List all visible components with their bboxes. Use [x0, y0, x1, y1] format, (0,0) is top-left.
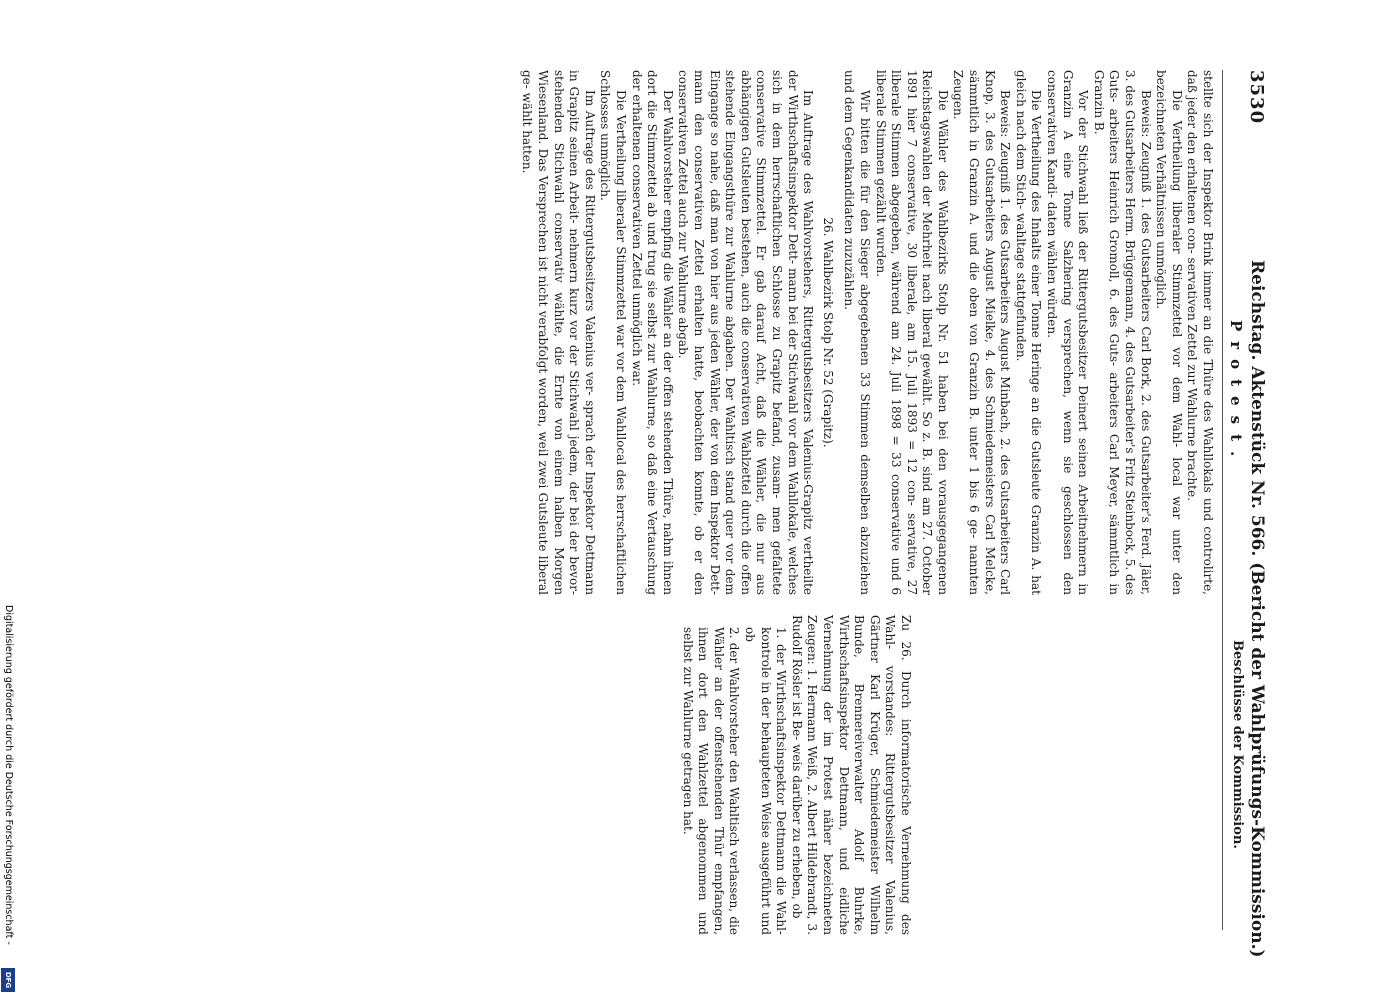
list-item: 2. der Wahlvorsteher den Wahltisch verlassen, die Wähler an der offenstehenden Thür empfangen, ihnen dort den Wahlzettel abgenommen und selbst zur Wahlurne getragen hat. — [680, 627, 742, 935]
dfg-logo-text: DFG — [4, 971, 12, 989]
running-title: Reichstag. Aktenstück Nr. 566. (Bericht der Wahlprüfungs-Kommission.) — [1247, 260, 1267, 958]
protest-column — [519, 70, 1215, 595]
section-heading: 26. Wahlbezirk Stolp Nr. 52 (Grapitz). — [820, 217, 835, 448]
resolutions-column — [679, 615, 913, 935]
page-number: 3530 — [1246, 70, 1267, 125]
paragraph: Die Vertheilung liberaler Stimmzettel war vor dem Wahllocal des herrschaftlichen Schlosses unmöglich. — [598, 70, 629, 595]
list-item: 1. der Wirthschaftsinspektor Dettmann die Wahl- kontrole in der behaupteten Weise ausgeführt und ob — [743, 627, 789, 935]
paragraph: Die Vertheilung liberaler Stimmzettel vor dem Wahl- local war unter den bezeichneten Verhältnissen unmöglich. — [1154, 70, 1184, 595]
paragraph: Beweis: Zeugniß 1. des Gutsarbeiters August Minbach, 2. des Gutsarbeiters Carl Knop, 3. des Gutsarbeiters August Mielke, 4. des Schmiedemeisters Carl Melcke, sämmtlich in Granzin A. und die oben von Granzin B. unter 1 bis 6 ge- nannten Zeugen. — [951, 70, 1013, 595]
evidence-list — [679, 615, 788, 935]
protest-heading: Protest. — [1227, 320, 1245, 467]
paragraph: Vor der Stichwahl ließ der Rittergutsbesitzer Deinert seinen Arbeitnehmern in Granzin A eine Tonne Salzhering versprechen, wenn sie geschlossen den conservativen Kandi- daten wählen würden. — [1045, 70, 1091, 595]
credit-text: Digitalisierung gefördert durch die Deutsche Forschungsgemeinschaft - — [3, 605, 14, 945]
resolutions-heading: Beschlüsse der Kommission. — [1230, 640, 1245, 849]
header-rule — [1222, 70, 1223, 930]
digitization-credit — [1, 605, 17, 990]
paragraph: stellte sich der Inspektor Brink immer an die Thüre des Wahllokals und controlirte, daß jeder den erhaltenen con- servativen Zettel zur Wahlurne brachte. — [1185, 70, 1215, 595]
paragraph: Zu 26. Durch informatorische Vernehmung des Wahl- vorstandes: Rittergutsbesitzer Valenius, Gärtner Karl Krüger, Schmiedemeister Wilhelm Bunde, Brennereiverwalter Adolf Buhrke, Wirthschaftsinspektor Dettmann, und eidliche Vernehmung der im Protest näher bezeichneten Zeugen: 1. Hermann Weiß, 2. Albert Hildebrandt, 3. Rudolf Rösler ist Be- weis darüber zu erheben, ob — [789, 615, 913, 935]
paragraph: Im Auftrage des Wahlvorstehers, Rittergutsbesitzers Valenius-Grapitz vertheilte der Wirthschaftsinspektor Dett- mann bei der Stichwahl vor dem Wahllokale, welches sich in dem herrschaftlichen Schlosse zu Grapitz befand, zusam- men gefaltete conservative Stimmzettel. Er gab darauf Acht, daß die Wähler, die nur aus abhängigen Gutsleuten bestehen, auch die conservativen Wahlzettel durch die offen stehende Eingangsthüre zur Wahlurne abgaben. Der Wahltisch stand quer vor dem Eingange so nahe, daß man von hier aus jeden Wähler, der von dem Inspektor Dett- mann den conservativen Zettel erhalten hatte, beobachten konnte, ob er den conservativen Zettel auch zur Wahlurne abgab. — [676, 70, 816, 595]
paragraph: Die Vertheilung des Inhalts einer Tonne Heringe an die Gutsleute Granzin A. hat gleich nach dem Stich- wahltage stattgefunden. — [1013, 70, 1044, 595]
paragraph: Im Auftrage des Rittergutsbesitzers Valenius ver- sprach der Inspektor Dettmann in Grapitz seinen Arbeit- nehmern kurz vor der Stichwahl jedem, der bei der bevor- stehenden Stichwahl conservativ wählte, die Ernte von einem halben Morgen Wiesenland. Das Versprechen ist nicht verabfolgt worden, weil zwei Gutsleute liberal ge- wählt hatten. — [520, 70, 597, 595]
dfg-logo — [1, 968, 15, 992]
paragraph: Die Wähler des Wahlbezirks Stolp Nr. 51 haben bei den vorausgegangenen Reichstagswahlen der Mehrheit nach liberal gewählt. So z. B. sind am 27. October 1891 hier 7 conservative, 30 liberale, am 15. Juli 1893 = 12 con- servative, 27 liberale Stimmen abgegeben, während am 24. Juli 1898 = 33 conservative und 6 liberale Stimmen gezählt wurden. — [873, 70, 950, 595]
paragraph: Beweis: Zeugniß 1. des Gutsarbeiters Carl Bork, 2. des Gutsarbeiter's Ferd. Jäler, 3. des Gutsarbeiters Herm. Brüggemann, 4. des Gutsarbeiter's Fritz Steinbock, 5. des Guts- arbeiters Heinrich Gromoll, 6. des Guts- arbeiters Carl Meyer, sämmtlich in Granzin B. — [1091, 70, 1153, 595]
paragraph: Der Wahlvorsteher empfing die Wähler an der offen stehenden Thüre, nahm ihnen dort die Stimmzettel ab und trug sie selbst zur Wahlurne, so daß eine Vertauschung der erhaltenen conservativen Zettel unmöglich war. — [629, 70, 675, 595]
paragraph: Wir bitten die für den Sieger abgegebenen 33 Stimmen demselben abzuziehen und dem Gegenkandidaten zuzuzählen. — [842, 70, 872, 595]
page-header — [1243, 70, 1271, 958]
